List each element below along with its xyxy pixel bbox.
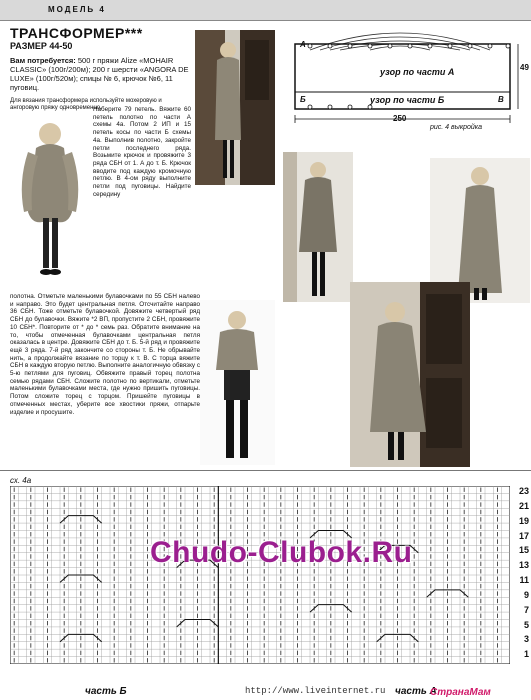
footer-url: http://www.liveinternet.ru	[245, 686, 386, 696]
materials-label: Вам потребуется:	[10, 56, 76, 65]
chart-label: сх. 4а	[10, 476, 32, 485]
pattern-diagram	[280, 22, 530, 142]
photo-model-door	[195, 30, 275, 185]
row-number: 19	[518, 515, 529, 526]
diagram-caption: рис. 4 выкройка	[430, 124, 483, 131]
diagram-height: 49	[520, 63, 529, 72]
diagram-label-b: узор по части Б	[370, 95, 445, 105]
diagram-label-a: узор по части А	[380, 67, 455, 77]
diagram-point-v: В	[498, 95, 504, 104]
row-number: 1	[523, 649, 529, 660]
row-number: 11	[519, 575, 529, 585]
footer-logo: СтранаМам	[430, 687, 491, 698]
intro-text: Для вязания трансформера используйте мохеровую и ангоровую пряжу одновременно.	[10, 98, 162, 112]
row-number: 21	[518, 500, 529, 511]
row-number: 9	[523, 589, 529, 600]
photo-model-full	[283, 152, 353, 302]
diagram-width: 250	[393, 114, 407, 123]
row-number: 5	[523, 619, 529, 630]
knitting-chart	[10, 486, 510, 664]
row-number: 23	[518, 486, 529, 496]
row-numbers	[512, 486, 530, 664]
materials-body: 500 г пряжи Alize «MOHAIR CLASSIC» (100г/200м); 200 г шерсти «ANGORA DE LUXE» (100г/520м); спицы № 6, крючок №6, 11 пуговиц.	[10, 56, 189, 92]
chart-part-a-label: часть А	[395, 686, 437, 697]
diagram-point-b: Б	[300, 95, 306, 104]
row-number: 7	[523, 604, 529, 615]
chart-part-b-label: часть Б	[85, 686, 127, 697]
photo-model-door-coat	[350, 282, 470, 467]
materials-text	[10, 56, 190, 92]
model-label: МОДЕЛЬ 4	[48, 5, 106, 14]
section-divider	[0, 470, 531, 471]
size-label: РАЗМЕР 44-50	[10, 41, 73, 51]
diagram-point-a: А	[300, 40, 306, 49]
instructions-column: Наберите 79 петель. Вяжите 60 петель полотно по части А схемы 4а. Потом 2 ИП и 15 петель косы по части Б схемы 4а. Выполнив полотно, закройте петли последнего ряда. Возьмите крючок и провяжите 3 ряда СБН от 1. А до т. Б. Крючок вводите под каждую кромочную петлю. В 4-ом ряду выполните петли под пуговицы. Найдите середину	[93, 106, 191, 198]
row-number: 13	[518, 560, 529, 571]
photo-model-front	[10, 112, 90, 282]
watermark: Chudo-Clubok.Ru	[150, 536, 413, 569]
photo-model-bolero	[200, 300, 275, 465]
page-title: ТРАНСФОРМЕР***	[10, 25, 143, 41]
row-number: 3	[523, 634, 529, 645]
instructions-body: полотна. Отметьте маленькими булавочками по 55 СБН налево и направо. Это будет центральная петля. Отсчитайте направо 36 СБН. Тоже отметьте булавочкой. Довяжите четвертый ряд СБН до булавочки. Вяжите *2 ВП, пропустите 2 СБН, провяжите 10 СБН*. Повторите от * до * семь раз. Обратите внимание на то, чтобы отмеченная булавочками центральная петля оказалась в центре. Довяжите СБН до т. Б. 5-й ряд и провяжите ещё 3 ряда. 7-й ряд закончите со стороны т. Б. Не обрывайте нить, а продолжайте вязание по торцу к т. В. С торца вяжите СБН в каждую вторую петлю. Выполните аналогичную обвязку с 5-ю петлями для пуговиц. Обвяжите правый торец полотна семью рядами СБН. Сложите полотно по вертикали, отметьте маленькими булавочками места, где нужно пришить пуговицы. Потом сложите торец с торцом. Пришейте пуговицы в отмеченных местах, уберите все хвостики пряжи, отпарьте изделие и просушите.	[10, 293, 200, 416]
header-rule	[0, 20, 531, 21]
row-number: 15	[518, 545, 529, 556]
row-number: 17	[518, 530, 529, 541]
